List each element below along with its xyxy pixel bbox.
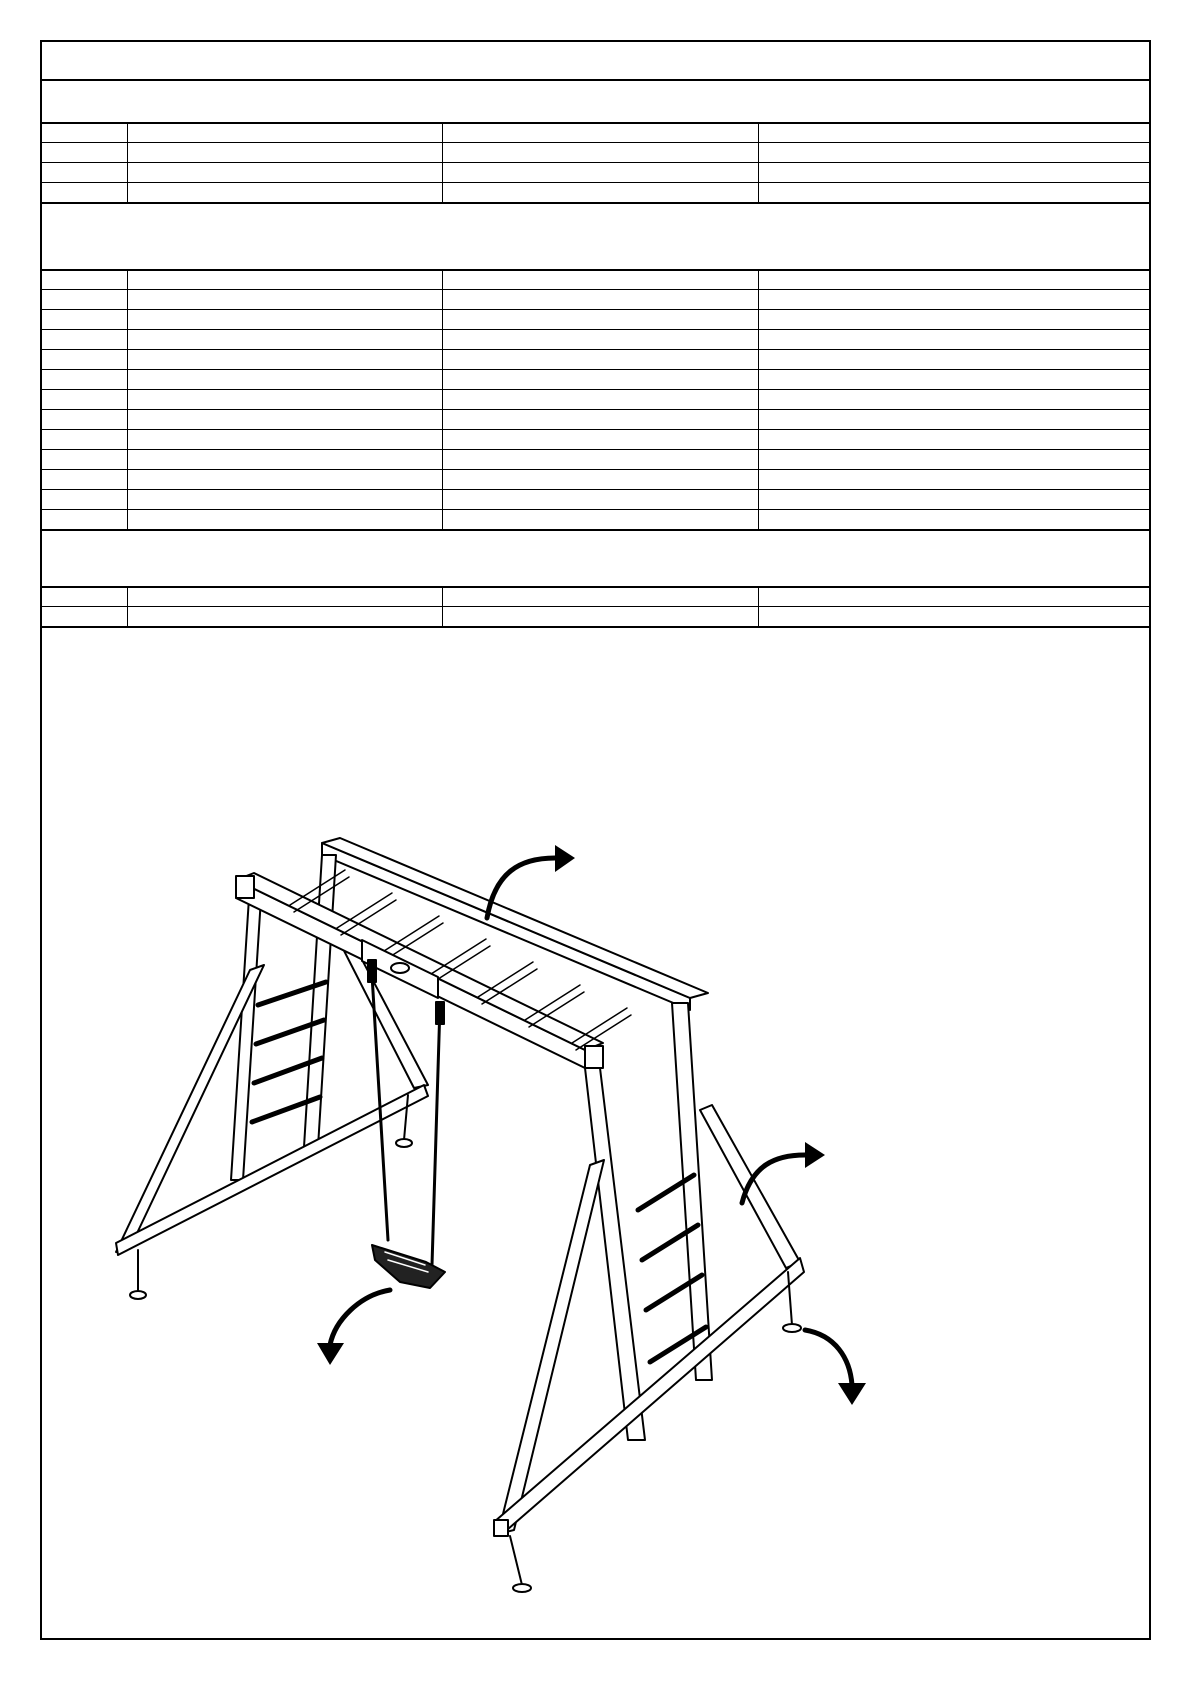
arrow-curved-icon [805,1330,866,1405]
left-a-frame [116,855,428,1299]
right-a-frame [494,1003,804,1592]
arrow-curved-icon [317,1290,390,1365]
back-top-beam [322,838,708,1010]
